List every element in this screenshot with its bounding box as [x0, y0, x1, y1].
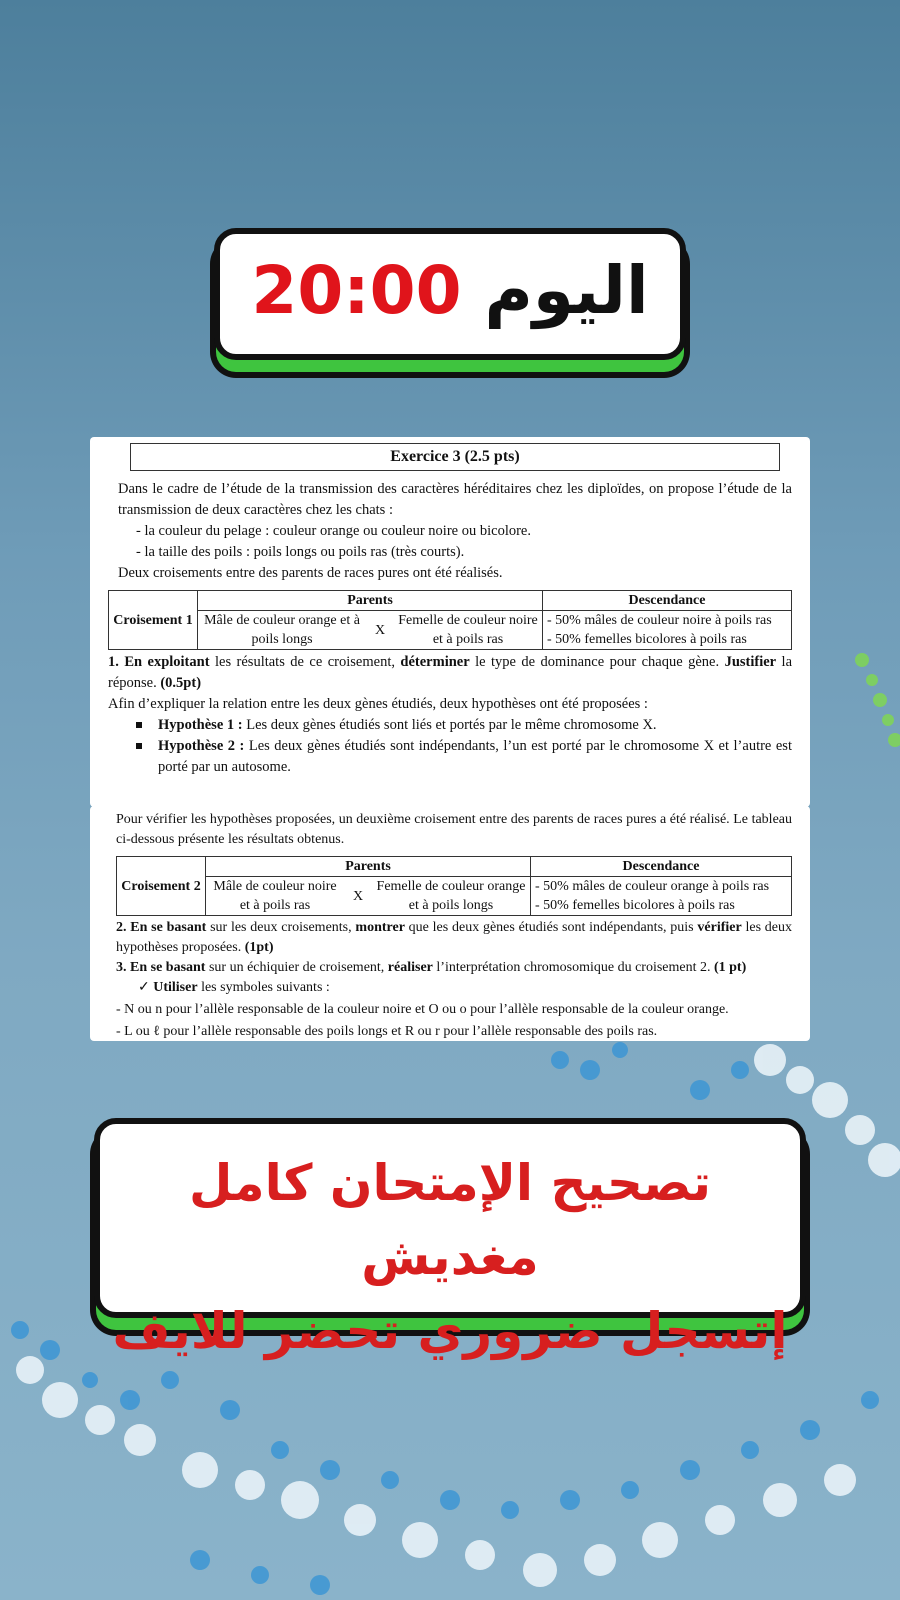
- question-1: 1. En exploitant les résultats de ce croisement, déterminer le type de dominance pour chaque gène. Justifier la réponse. (0.5pt): [108, 654, 793, 691]
- check-icon: ✓: [138, 980, 150, 995]
- cross-symbol: X: [366, 611, 394, 650]
- hypotheses-list: [108, 715, 792, 778]
- exercise-title: Exercice 3 (2.5 pts): [130, 443, 780, 471]
- descendance-row: - 50% femelles bicolores à poils ras: [547, 632, 747, 647]
- descendance-row: - 50% mâles de couleur noire à poils ras: [547, 613, 772, 628]
- intro-paragraph: Dans le cadre de l’étude de la transmission des caractères héréditaires chez les diploïdes, on propose l’étude de la transmission de deux caractères chez les chats :: [118, 481, 792, 518]
- hypothesis-2: Hypothèse 2 : Les deux gènes étudiés sont indépendants, l’un est porté par le chromosome X et l’autre est porté par un autosome.: [136, 736, 792, 778]
- cross-1-table: [108, 590, 792, 650]
- promo-line-2: إتسجل ضروري تحضر للايف: [112, 1302, 788, 1360]
- descendance-header: Descendance: [543, 591, 792, 611]
- promo-badge: [94, 1118, 806, 1360]
- female-parent: Femelle de couleur orange et à poils longs: [372, 877, 531, 916]
- promo-line-1: تصحيح الإمتحان كامل مغديش: [189, 1154, 711, 1286]
- list-item: - la taille des poils : poils longs ou poils ras (très courts).: [136, 542, 792, 563]
- descendance-row: - 50% femelles bicolores à poils ras: [535, 898, 735, 913]
- female-parent: Femelle de couleur noire et à poils ras: [394, 611, 543, 650]
- parents-header: Parents: [206, 857, 531, 877]
- male-parent: Mâle de couleur noire et à poils ras: [206, 877, 345, 916]
- hypotheses-intro: Afin d’expliquer la relation entre les deux gènes étudiés, deux hypothèses ont été proposées :: [108, 696, 648, 712]
- male-parent: Mâle de couleur orange et à poils longs: [198, 611, 367, 650]
- part-2-intro: Pour vérifier les hypothèses proposées, un deuxième croisement entre des parents de races pures a été réalisé. Le tableau ci-dessous présente les résultats obtenus.: [116, 812, 792, 847]
- list-item: - la couleur du pelage : couleur orange ou couleur noire ou bicolore.: [136, 521, 792, 542]
- promo-text: [100, 1146, 800, 1368]
- descendance-values: [531, 877, 792, 916]
- descendance-values: [543, 611, 792, 650]
- descendance-row: - 50% mâles de couleur orange à poils ras: [535, 879, 770, 894]
- symbols-line-1: - N ou n pour l’allèle responsable de la couleur noire et O ou o pour l’allèle responsable de la couleur orange.: [116, 1002, 729, 1017]
- cross-1-label: Croisement 1: [109, 591, 198, 650]
- symbols-instruction: ✓ Utiliser les symboles suivants :: [138, 980, 330, 995]
- question-2: 2. En se basant sur les deux croisements, montrer que les deux gènes étudiés sont indépendants, puis vérifier les deux hypothèses proposées. (1pt): [116, 920, 793, 955]
- character-list: [108, 521, 792, 563]
- cross-symbol: X: [344, 877, 372, 916]
- crosses-intro: Deux croisements entre des parents de races pures ont été réalisés.: [118, 565, 503, 581]
- time-badge: [214, 228, 686, 360]
- cross-2-label: Croisement 2: [117, 857, 206, 916]
- exam-page-part-1: [90, 437, 810, 807]
- time-line: [220, 252, 680, 329]
- question-3: 3. En se basant sur un échiquier de croisement, réaliser l’interprétation chromosomique du croisement 2. (1 pt): [116, 960, 747, 975]
- descendance-header: Descendance: [531, 857, 792, 877]
- parents-header: Parents: [198, 591, 543, 611]
- exam-page-part-2: [90, 806, 810, 1041]
- hypothesis-1: Hypothèse 1 : Les deux gènes étudiés sont liés et portés par le même chromosome X.: [136, 715, 792, 736]
- today-word: اليوم: [484, 252, 649, 329]
- symbols-line-2: - L ou ℓ pour l’allèle responsable des poils longs et R ou r pour l’allèle responsable des poils ras.: [116, 1024, 658, 1039]
- cross-2-table: [116, 856, 792, 916]
- time-value: 20:00: [251, 252, 462, 329]
